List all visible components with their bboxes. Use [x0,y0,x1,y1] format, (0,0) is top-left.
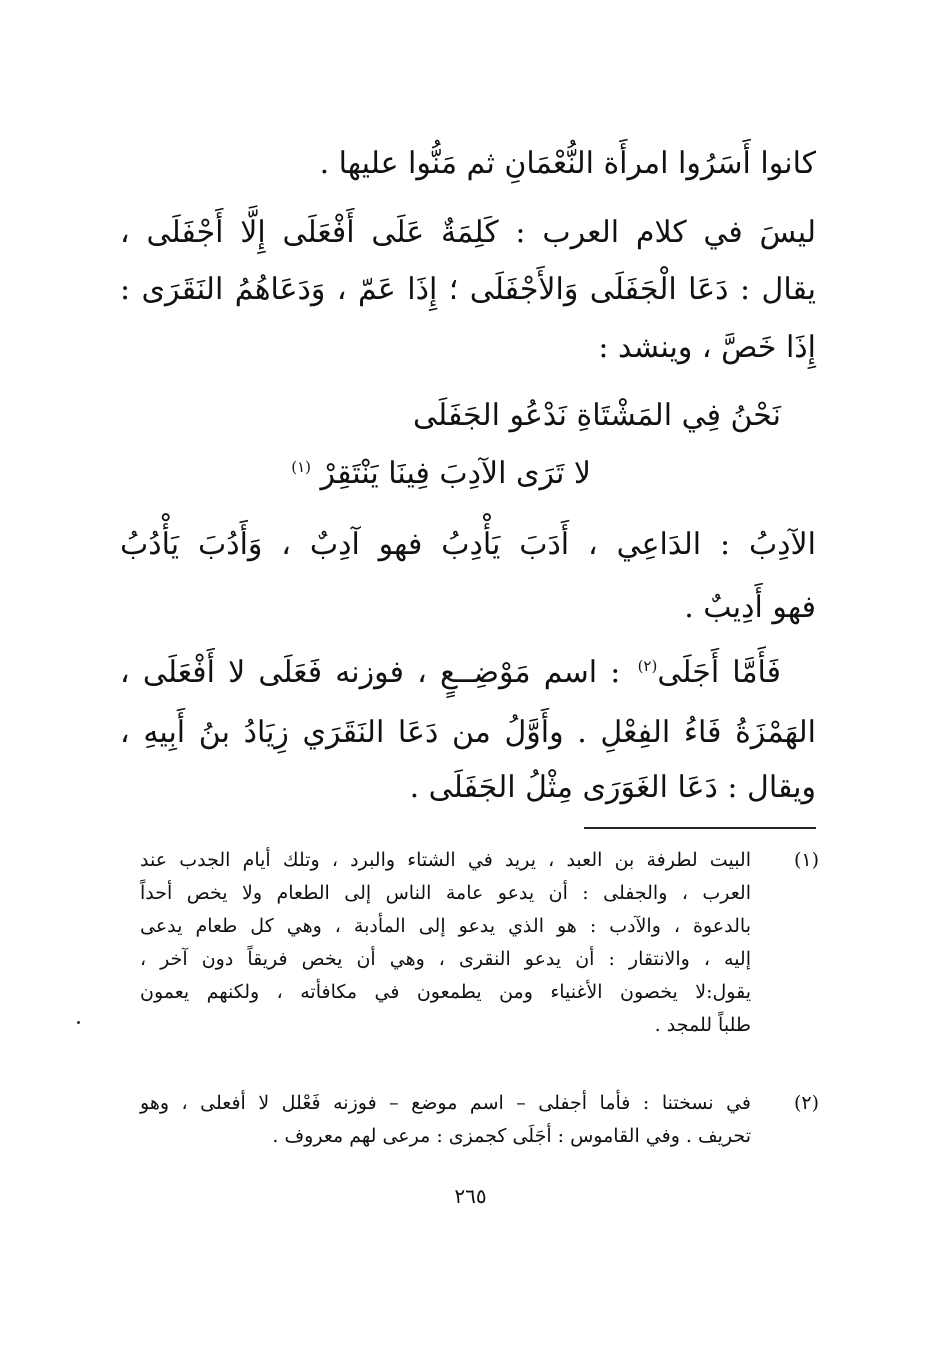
footnote-2-line: تحريف . وفي القاموس : أجَلَى كجمزى : مرعى لهم معروف . [272,1125,751,1147]
body-line-3: يقال : دَعَا الْجَفَلَى وَالأَجْفَلَى ؛ إِذَا عَمّ ، وَدَعَاهُمُ النَقَرَى : [120,272,816,307]
verse-line-2-text: لا تَرَى الآدِبَ فِينَا يَنْتَقِرْ [320,456,591,491]
footnote-ref-2: (٢) [637,657,658,675]
footnote-1-line: بالدعوة ، والآدب : هو الذي يدعو إلى المأدبة ، وهي كل طعام يدعى [140,915,751,937]
verse-line-1: نَحْنُ فِي المَشْتَاةِ نَدْعُو الجَفَلَى [413,398,781,433]
footnote-1-number: (١) [793,849,819,871]
footnote-1-line: يقول:لا يخصون الأغنياء ومن يطمعون في مكافأته ، ولكنهم يعمون [140,981,751,1003]
footnote-1 [140,844,819,1042]
body-line-4: إِذَا خَصَّ ، وينشد : [598,330,816,365]
footnote-2 [140,1087,819,1153]
footnote-2-line: في نسختنا : فأما أجفلى – اسم موضع – فوزنه فَعْلل لا أفعلى ، وهو [140,1092,752,1114]
body-line-1: كانوا أَسَرُوا امرأَة النُّعْمَانِ ثم مَنُّوا عليها . [319,146,816,181]
footnote-1-line: إليه ، والانتقار : أن يدعو النقرى ، وهي أن يخص فريقاً دون آخر ، [140,948,751,970]
body-line-6: فهو أَدِيبٌ . [684,590,816,625]
footnote-1-line: العرب ، والجفلى : أن يدعو عامة الناس إلى الطعام ولا يخص أحداً [140,882,751,904]
footnote-ref-1: (١) [291,458,311,476]
body-line-5: الآدِبُ : الدَاعِي ، أَدَبَ يَأْدِبُ فهو آدِبٌ ، وَأَدُبَ يَأْدُبُ [120,527,816,562]
verse-line-2 [287,456,591,492]
footnote-1-line: البيت لطرفة بن العبد ، يريد في الشتاء والبرد ، وتلك أيام الجدب عند [140,849,751,871]
footnote-1-line: طلباً للمجد . [654,1014,751,1036]
footnote-separator [584,827,816,829]
body-line-7-a: فَأَمَّا أَجَلَى [657,655,782,690]
scan-speck [77,1021,80,1024]
body-line-7 [120,655,781,691]
page-number: ٢٦٥ [454,1184,487,1208]
body-line-7-b: : اسم مَوْضِــعٍ ، فوزنه فَعَلَى لا أَفْعَلَى ، [120,655,634,690]
footnote-2-number: (٢) [793,1092,819,1114]
body-line-9: ويقال : دَعَا الغَوَرَى مِثْلُ الجَفَلَى . [409,770,816,805]
body-line-8: الهَمْزَةُ فَاءُ الفِعْلِ . وأَوَّلُ من دَعَا النَقَرَي زِيَادُ بنُ أَبِيهِ ، [120,715,816,750]
body-line-2: ليسَ في كلام العرب : كَلِمَةٌ عَلَى أَفْعَلَى إِلَّا أَجْفَلَى ، [120,215,816,250]
